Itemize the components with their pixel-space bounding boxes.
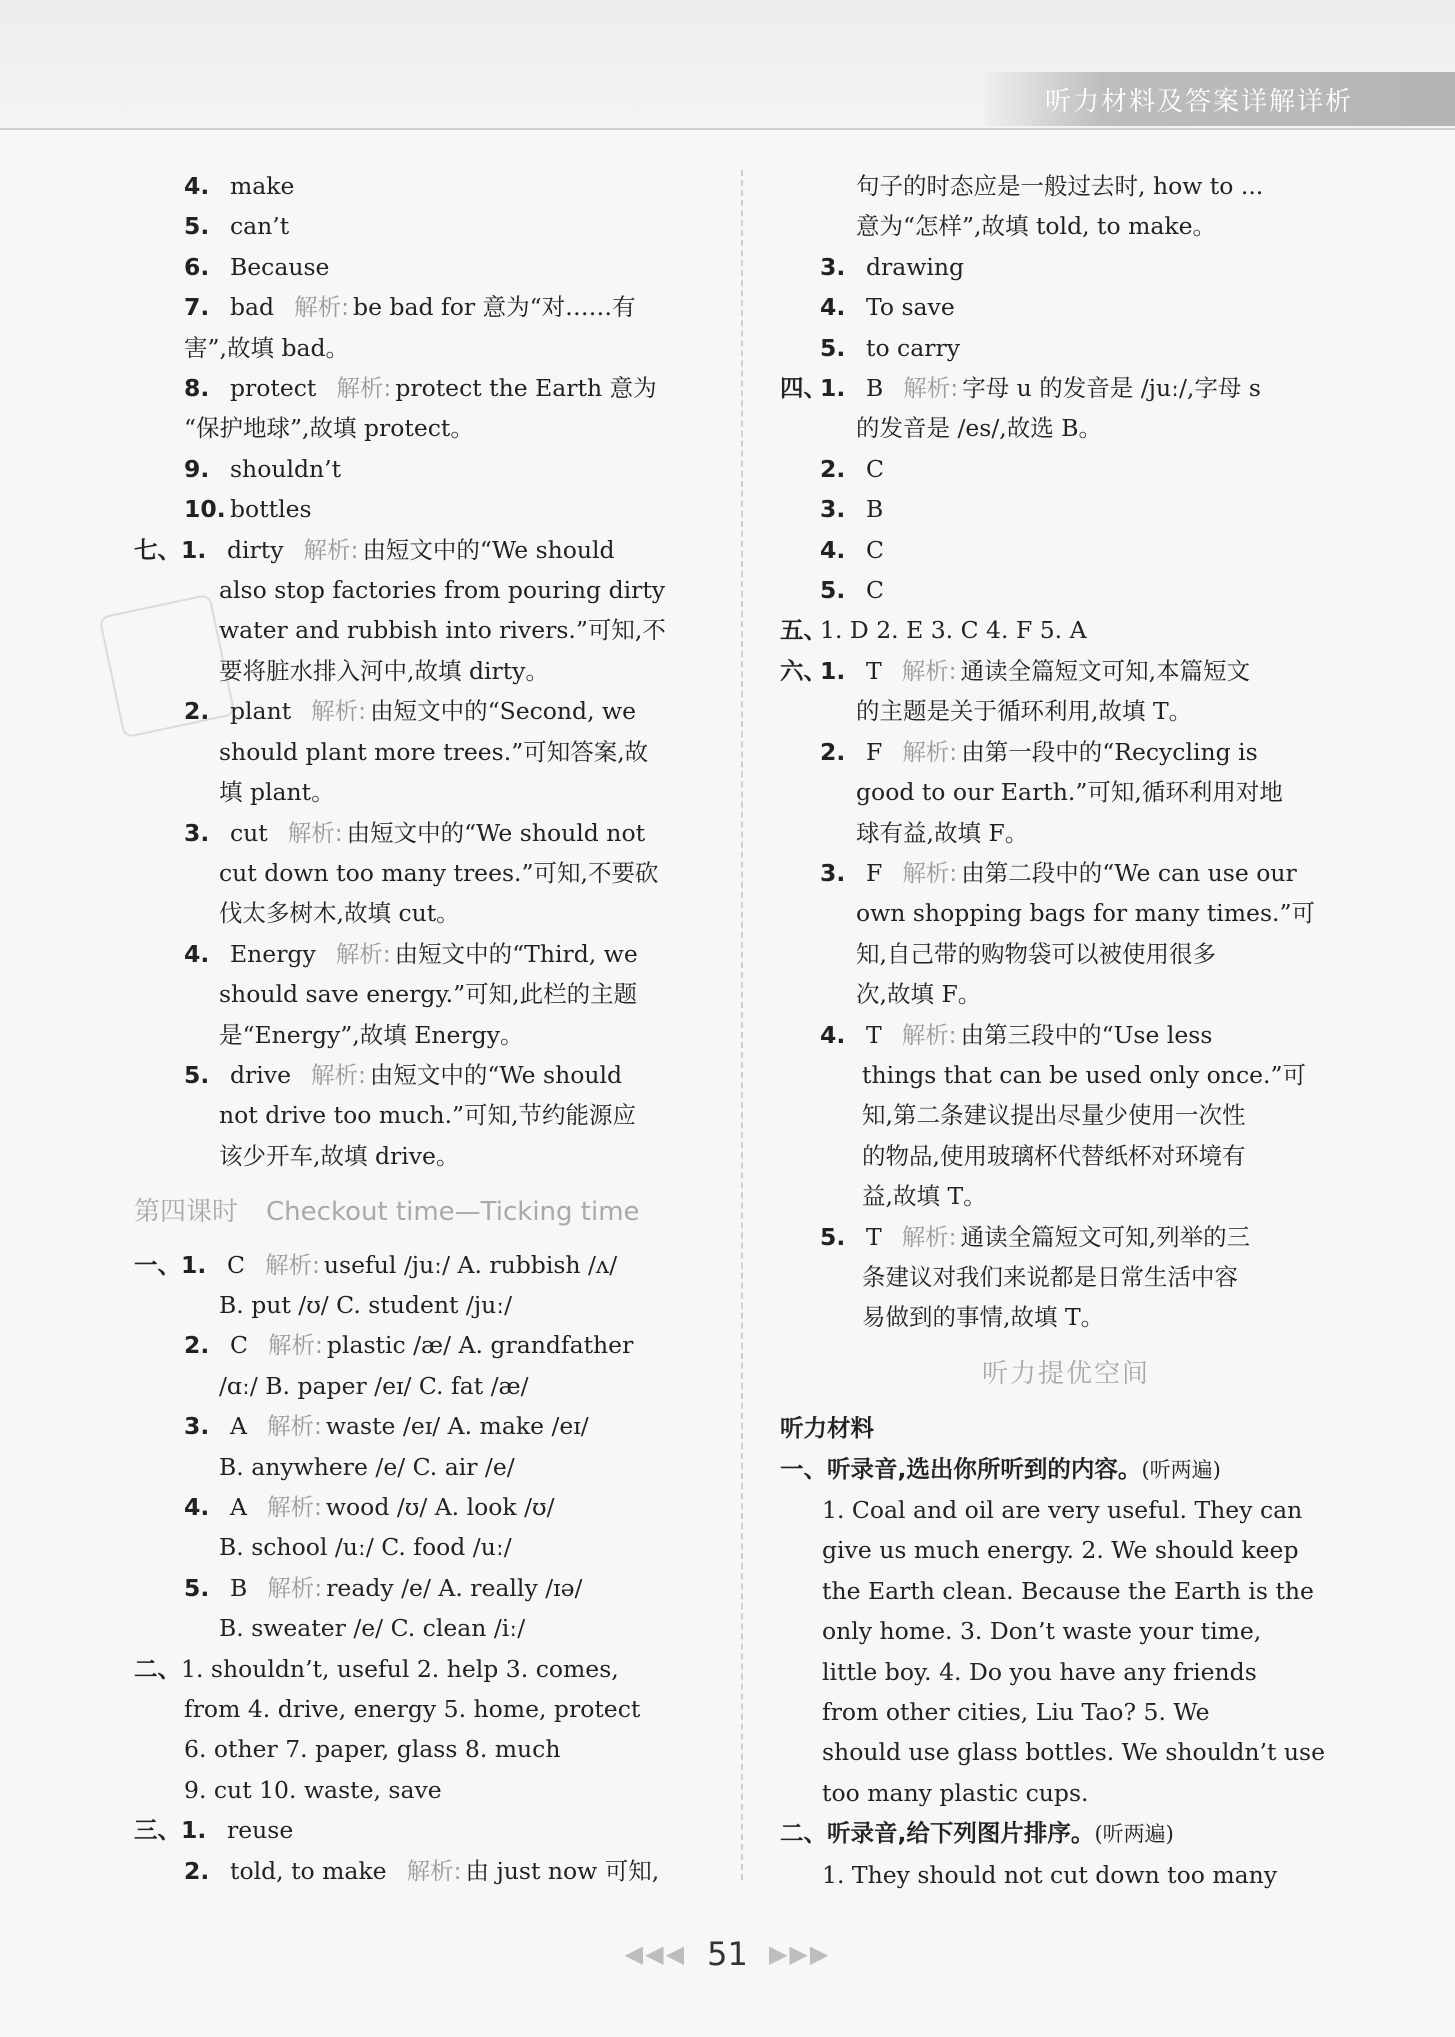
answer-cont: good to our Earth.”可知,循环利用对地	[856, 778, 1283, 807]
answer-row: 5. C	[820, 576, 884, 605]
listening-part-1-title: 一、听录音,选出你所听到的内容。(听两遍)	[780, 1454, 1221, 1483]
answer-cont: 害”,故填 bad。	[184, 333, 350, 362]
answer-cont: “保护地球”,故填 protect。	[184, 414, 474, 443]
answer-row: 2. told, to make 解析: 由 just now 可知,	[184, 1856, 660, 1885]
listening-line: too many plastic cups.	[822, 1778, 1089, 1807]
answer-cont: B. sweater /e/ C. clean /iː/	[219, 1614, 526, 1643]
answer-cont: 要将脏水排入河中,故填 dirty。	[219, 656, 549, 685]
answer-cont: 易做到的事情,故填 T。	[862, 1303, 1105, 1332]
answer-row: 5. to carry	[820, 333, 960, 362]
answer-cont: should save energy.”可知,此栏的主题	[219, 980, 638, 1009]
question-5-row: 五、1. D 2. E 3. C 4. F 5. A	[780, 616, 1087, 645]
answer-cont: 次,故填 F。	[856, 980, 982, 1009]
listening-heading: 听力提优空间	[981, 1358, 1150, 1389]
prev-arrows-icon: ◀◀◀	[624, 1940, 687, 1968]
answer-row: 4. C	[820, 535, 884, 564]
answer-row: 8. protect 解析: protect the Earth 意为	[184, 374, 657, 403]
listening-line: the Earth clean. Because the Earth is the	[822, 1576, 1314, 1605]
listening-part-2-title: 二、听录音,给下列图片排序。(听两遍)	[780, 1819, 1174, 1848]
listening-line: should use glass bottles. We shouldn’t use	[822, 1738, 1326, 1767]
answer-row: 5. can’t	[184, 212, 290, 241]
answer-cont: 9. cut 10. waste, save	[184, 1775, 442, 1804]
answer-row: 2. C 解析: plastic /æ/ A. grandfather	[184, 1331, 634, 1360]
answer-cont: 句子的时态应是一般过去时, how to ...	[856, 172, 1264, 200]
answer-cont: /ɑː/ B. paper /eɪ/ C. fat /æ/	[219, 1371, 529, 1400]
answer-cont: 的主题是关于循环利用,故填 T。	[856, 697, 1193, 726]
listening-line: 1. Coal and oil are very useful. They can	[822, 1496, 1303, 1524]
header-title: 听力材料及答案详解详析	[1044, 87, 1353, 117]
header-tag	[985, 72, 1455, 126]
section-heading: 第四课时 Checkout time—Ticking time	[134, 1197, 640, 1228]
answer-cont: cut down too many trees.”可知,不要砍	[219, 858, 659, 887]
answer-cont: from 4. drive, energy 5. home, protect	[184, 1695, 641, 1724]
answer-cont: own shopping bags for many times.”可	[856, 899, 1316, 928]
answer-row: 7. bad 解析: be bad for 意为“对……有	[184, 293, 636, 322]
answer-cont: 的物品,使用玻璃杯代替纸杯对环境有	[862, 1141, 1246, 1170]
answer-row: 4. A 解析: wood /ʊ/ A. look /ʊ/	[184, 1493, 555, 1521]
answer-cont: 球有益,故填 F。	[856, 818, 1029, 847]
answer-row: 4. Energy 解析: 由短文中的“Third, we	[184, 939, 638, 968]
answer-row: 3. cut 解析: 由短文中的“We should not	[184, 818, 646, 847]
page-number: 51	[707, 1935, 748, 1973]
listening-line: 1. They should not cut down too many	[822, 1860, 1278, 1889]
answer-row: 3. drawing	[820, 252, 965, 281]
answer-row: 2. C	[820, 454, 884, 483]
question-1-row-1: 一、1. C 解析: useful /juː/ A. rubbish /ʌ/	[134, 1250, 618, 1279]
answer-cont: not drive too much.”可知,节约能源应	[219, 1101, 637, 1130]
answer-row: 4. To save	[820, 293, 955, 322]
answer-row: 3. B	[820, 495, 884, 524]
left-column	[134, 166, 714, 1891]
question-3-row-1: 三、1. reuse	[134, 1816, 294, 1845]
question-7-row-1: 七、1. dirty 解析: 由短文中的“We should	[134, 535, 615, 564]
question-6-row-1: 六、1. T 解析: 通读全篇短文可知,本篇短文	[780, 656, 1251, 685]
right-column	[780, 166, 1352, 1895]
listening-line: only home. 3. Don’t waste your time,	[822, 1617, 1262, 1646]
next-arrows-icon: ▶▶▶	[768, 1940, 831, 1968]
answer-row: 3. F 解析: 由第二段中的“We can use our	[820, 858, 1297, 887]
answer-cont: 知,自己带的购物袋可以被使用很多	[856, 939, 1216, 968]
listening-line: little boy. 4. Do you have any friends	[822, 1657, 1257, 1686]
answer-row: 2. F 解析: 由第一段中的“Recycling is	[820, 737, 1258, 766]
answer-row: 5. drive 解析: 由短文中的“We should	[184, 1060, 623, 1089]
answer-row: 5. B 解析: ready /e/ A. really /ɪə/	[184, 1573, 583, 1602]
answer-row: 4. make	[184, 172, 295, 200]
question-2-row-1: 二、1. shouldn’t, useful 2. help 3. comes,	[134, 1654, 619, 1683]
answer-cont: water and rubbish into rivers.”可知,不	[219, 616, 666, 645]
answer-cont: 意为“怎样”,故填 told, to make。	[856, 212, 1217, 241]
question-4-row-1: 四、1. B 解析: 字母 u 的发音是 /juː/,字母 s	[780, 374, 1261, 403]
answer-cont: B. school /uː/ C. food /uː/	[219, 1533, 512, 1562]
answer-cont: also stop factories from pouring dirty	[219, 576, 666, 605]
answer-cont: 知,第二条建议提出尽量少使用一次性	[862, 1101, 1246, 1130]
answer-row: 6. Because	[184, 252, 330, 281]
listening-line: give us much energy. 2. We should keep	[822, 1536, 1299, 1565]
listening-line: from other cities, Liu Tao? 5. We	[822, 1698, 1210, 1727]
answer-row: 10. bottles	[184, 495, 312, 524]
answer-row: 2. plant 解析: 由短文中的“Second, we	[184, 697, 637, 726]
listening-subhead: 听力材料	[780, 1414, 874, 1443]
page-footer	[0, 1935, 1455, 1973]
answer-cont: 益,故填 T。	[862, 1182, 987, 1211]
column-divider	[741, 170, 743, 1880]
answer-row: 3. A 解析: waste /eɪ/ A. make /eɪ/	[184, 1412, 589, 1441]
answer-cont: should plant more trees.”可知答案,故	[219, 737, 649, 766]
answer-row: 9. shouldn’t	[184, 454, 342, 483]
answer-cont: B. anywhere /e/ C. air /e/	[219, 1452, 515, 1481]
answer-cont: 该少开车,故填 drive。	[219, 1141, 460, 1170]
answer-cont: 是“Energy”,故填 Energy。	[219, 1020, 524, 1049]
answer-cont: 伐太多树木,故填 cut。	[219, 899, 460, 928]
answer-cont: 6. other 7. paper, glass 8. much	[184, 1735, 561, 1764]
answer-cont: B. put /ʊ/ C. student /juː/	[219, 1290, 513, 1319]
answer-cont: 条建议对我们来说都是日常生活中容	[862, 1262, 1238, 1291]
answer-row: 4. T 解析: 由第三段中的“Use less	[820, 1020, 1213, 1049]
answer-cont: 填 plant。	[219, 778, 335, 807]
answer-cont: things that can be used only once.”可	[862, 1060, 1306, 1089]
answer-row: 5. T 解析: 通读全篇短文可知,列举的三	[820, 1222, 1251, 1251]
answer-cont: 的发音是 /es/,故选 B。	[856, 414, 1102, 443]
